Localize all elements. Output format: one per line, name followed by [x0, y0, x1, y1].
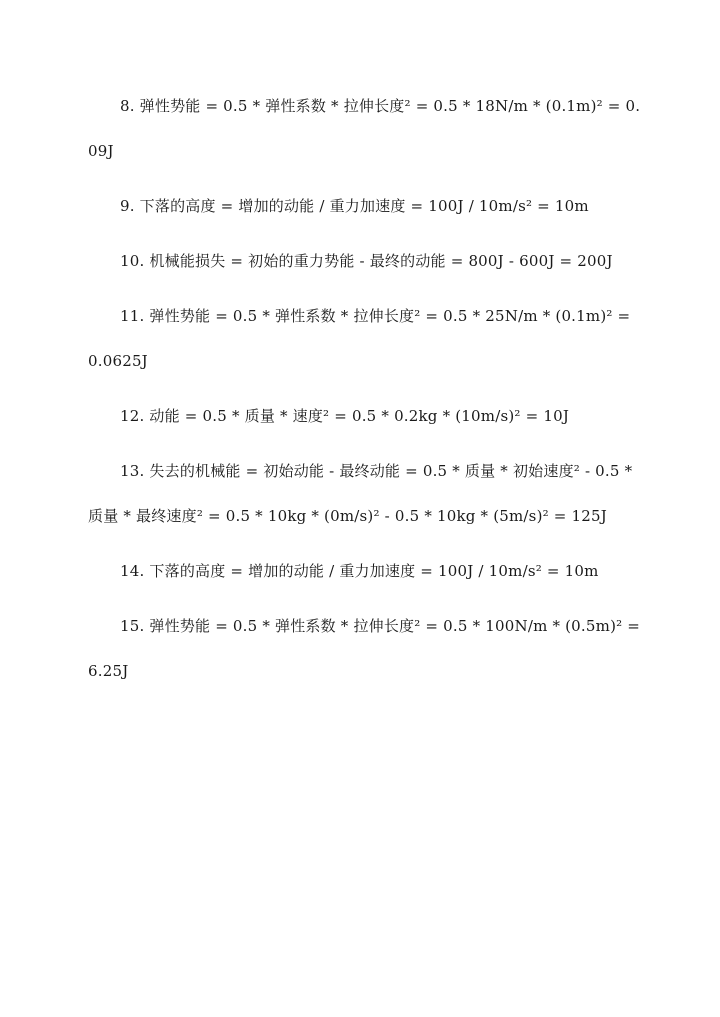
- answer-item-9: 9. 下落的高度 = 增加的动能 / 重力加速度 = 100J / 10m/s² = 10m: [120, 197, 589, 215]
- answer-item-12: 12. 动能 = 0.5 * 质量 * 速度² = 0.5 * 0.2kg * (10m/s)² = 10J: [120, 407, 570, 425]
- answer-list: [88, 84, 648, 704]
- answer-item-14: 14. 下落的高度 = 增加的动能 / 重力加速度 = 100J / 10m/s² = 10m: [120, 562, 599, 580]
- answer-item-10: 10. 机械能损失 = 初始的重力势能 - 最终的动能 = 800J - 600J = 200J: [120, 252, 613, 270]
- answer-item-13: 13. 失去的机械能 = 初始动能 - 最终动能 = 0.5 * 质量 * 初始速度² - 0.5 * 质量 * 最终速度² = 0.5 * 10kg * (0m/s)² - 0.5 * 10kg * (5m/s)² = 125J: [88, 462, 633, 525]
- answer-item-11: 11. 弹性势能 = 0.5 * 弹性系数 * 拉伸长度² = 0.5 * 25N/m * (0.1m)² = 0.0625J: [88, 307, 631, 370]
- answer-item-8: 8. 弹性势能 = 0.5 * 弹性系数 * 拉伸长度² = 0.5 * 18N/m * (0.1m)² = 0.09J: [88, 97, 641, 160]
- answer-item-15: 15. 弹性势能 = 0.5 * 弹性系数 * 拉伸长度² = 0.5 * 100N/m * (0.5m)² = 6.25J: [88, 617, 641, 680]
